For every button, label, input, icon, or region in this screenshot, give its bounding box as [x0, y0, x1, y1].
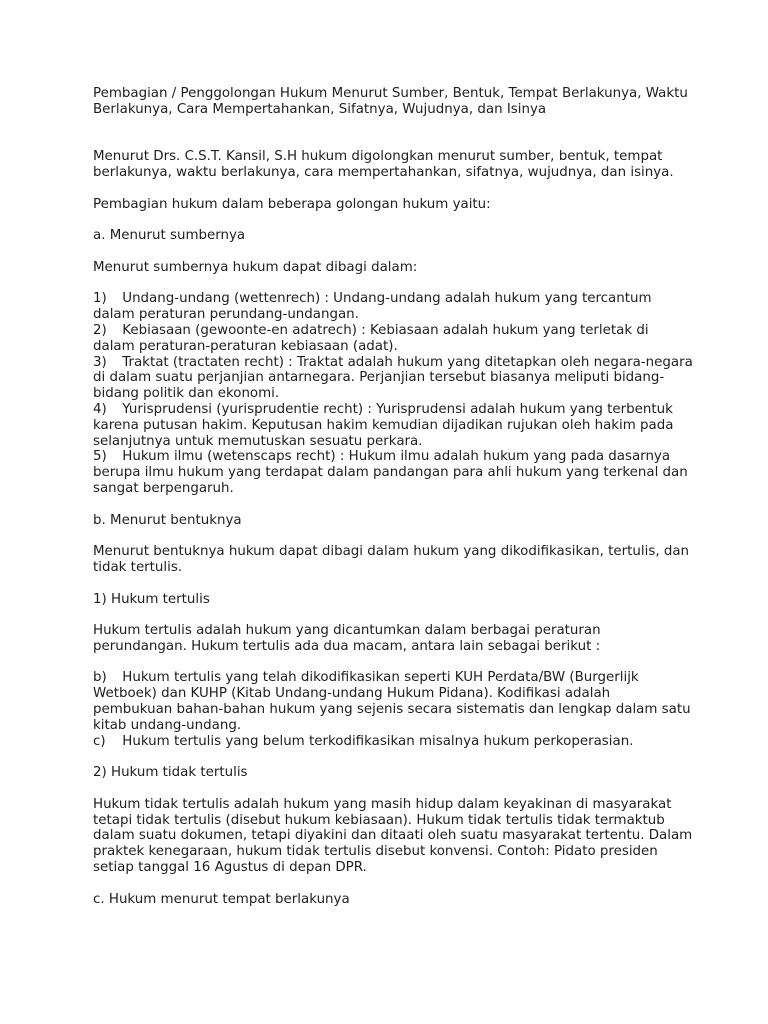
subsection-heading-unwritten: 2) Hukum tidak tertulis	[93, 765, 248, 781]
list-item-number: c)	[93, 733, 106, 749]
list-item-text: Undang-undang (wettenrech) : Undang-undang adalah hukum yang tercantum dalam peraturan perundang-undangan.	[93, 291, 652, 323]
document-title: Pembagian / Penggolongan Hukum Menurut Sumber, Bentuk, Tempat Berlakunya, Waktu Berlakunya, Cara Mempertahankan, Sifatnya, Wujudnya, dan Isinya	[93, 86, 688, 117]
section-a-list	[93, 291, 693, 496]
list-item-text: Hukum ilmu (wetenscaps recht) : Hukum ilmu adalah hukum yang pada dasarnya berupa ilmu hukum yang terdapat dalam pandangan para ahli hukum yang terkenal dan sangat berpengaruh.	[93, 449, 688, 496]
section-c-heading: c. Hukum menurut tempat berlakunya	[93, 891, 350, 907]
list-item	[93, 734, 693, 750]
list-item	[93, 355, 693, 402]
subsection-text-written: Hukum tertulis adalah hukum yang dicantumkan dalam berbagai peraturan perundangan. Hukum tertulis ada dua macam, antara lain sebagai berikut :	[93, 623, 601, 654]
list-item-number: 2)	[93, 322, 107, 338]
list-item	[93, 670, 693, 733]
list-item-text: Hukum tertulis yang telah dikodifikasikan seperti KUH Perdata/BW (Burgerlijk Wetboek) dan KUHP (Kitab Undang-undang Hukum Pidana). Kodifikasi adalah pembukuan bahan-bahan hukum yang sejenis secara sistematis dan lengkap dalam satu kitab undang-undang.	[93, 670, 691, 733]
written-law-list	[93, 670, 693, 749]
list-item-text: Yurisprudensi (yurisprudentie recht) : Yurisprudensi adalah hukum yang terbentuk karena putusan hakim. Keputusan hakim kemudian dijadikan rujukan oleh hakim pada selanjutnya untuk memutuskan sesuatu perkara.	[93, 401, 674, 449]
list-item-number: 3)	[93, 354, 107, 370]
subsection-text-unwritten: Hukum tidak tertulis adalah hukum yang masih hidup dalam keyakinan di masyarakat tetapi tidak tertulis (disebut hukum kebiasaan). Hukum tidak tertulis tidak termaktub dalam suatu dokumen, tetapi diyakini dan ditaati oleh suatu masyarakat tertentu. Dalam praktek kenegaraan, hukum tidak tertulis disebut konvensi. Contoh: Pidato presiden setiap tanggal 16 Agustus di depan DPR.	[93, 796, 693, 876]
list-item	[93, 323, 693, 355]
section-a-intro: Menurut sumbernya hukum dapat dibagi dalam:	[93, 259, 418, 275]
document-page	[93, 86, 693, 907]
list-item-number: b)	[93, 670, 107, 686]
section-b-heading: b. Menurut bentuknya	[93, 512, 242, 528]
list-item	[93, 402, 693, 449]
list-item	[93, 291, 693, 323]
list-item-text: Kebiasaan (gewoonte-en adatrech) : Kebiasaan adalah hukum yang terletak di dalam peraturan-peraturan kebiasaan (adat).	[93, 322, 649, 354]
list-item-number: 1)	[93, 291, 107, 307]
section-b-intro: Menurut bentuknya hukum dapat dibagi dalam hukum yang dikodifikasikan, tertulis, dan tidak tertulis.	[93, 544, 690, 575]
division-intro: Pembagian hukum dalam beberapa golongan hukum yaitu:	[93, 196, 491, 212]
list-item	[93, 449, 693, 496]
subsection-heading-written: 1) Hukum tertulis	[93, 591, 210, 607]
list-item-text: Hukum tertulis yang belum terkodifikasikan misalnya hukum perkoperasian.	[122, 733, 634, 749]
intro-paragraph: Menurut Drs. C.S.T. Kansil, S.H hukum digolongkan menurut sumber, bentuk, tempat berlakunya, waktu berlakunya, cara mempertahankan, sifatnya, wujudnya, dan isinya.	[93, 149, 674, 180]
list-item-number: 4)	[93, 401, 107, 417]
section-a-heading: a. Menurut sumbernya	[93, 228, 246, 244]
list-item-number: 5)	[93, 449, 107, 465]
list-item-text: Traktat (tractaten recht) : Traktat adalah hukum yang ditetapkan oleh negara-negara di dalam suatu perjanjian antarnegara. Perjanjian tersebut biasanya meliputi bidang-bidang politik dan ekonomi.	[93, 354, 693, 402]
